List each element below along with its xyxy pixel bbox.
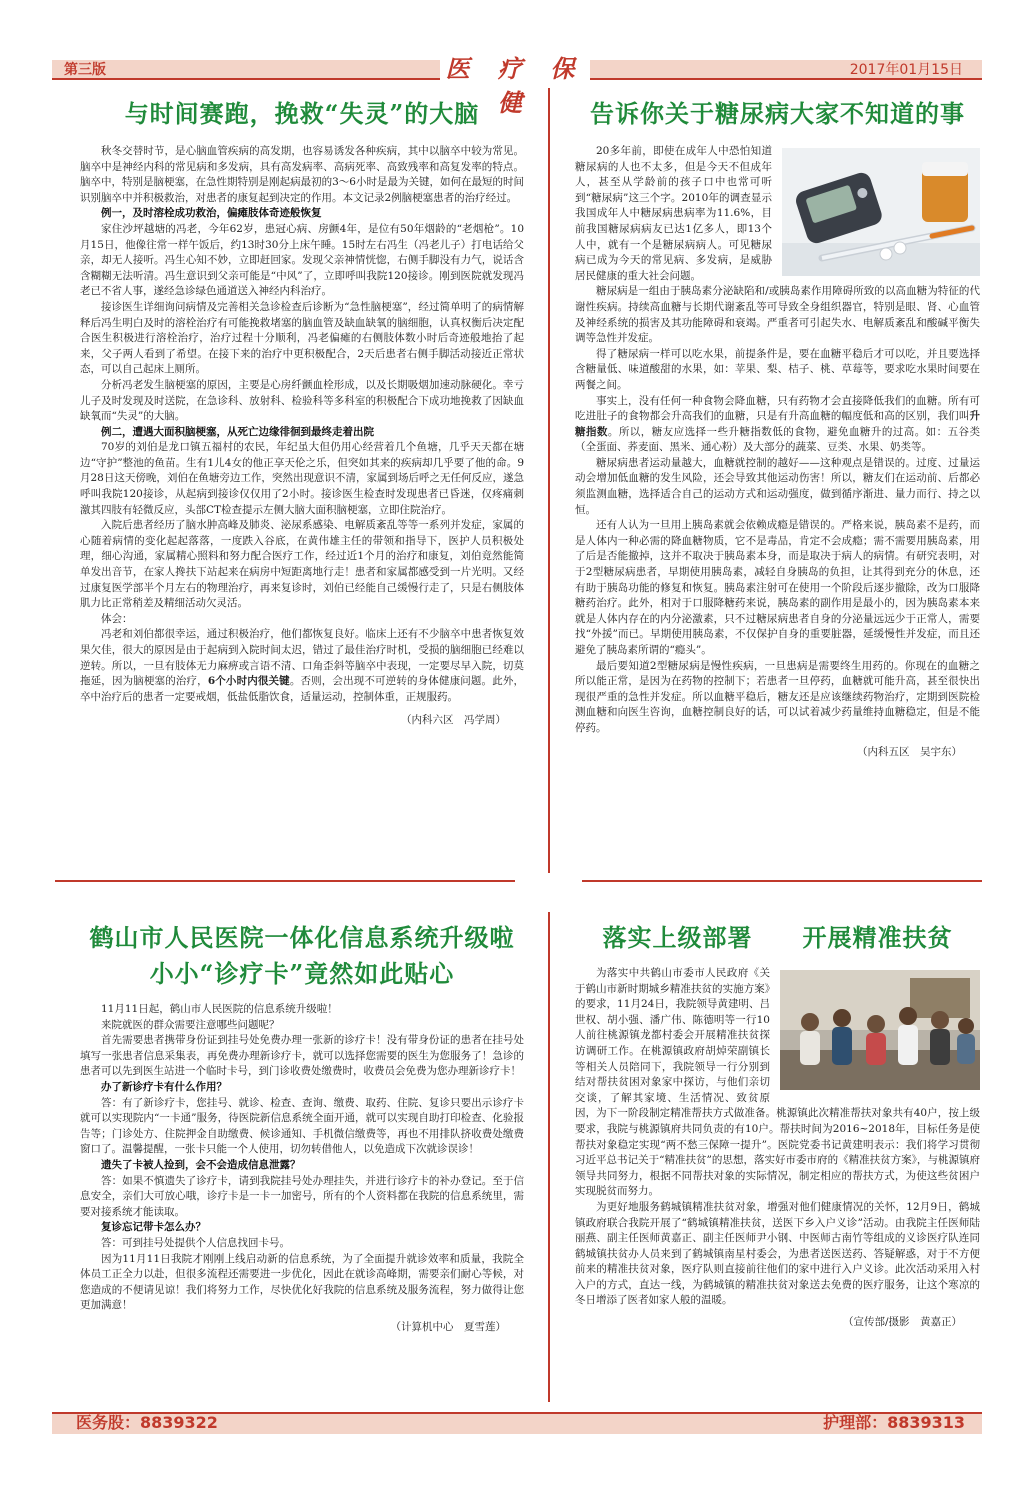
paragraph: 因为11月11日我院才刚刚上线启动新的信息系统，为了全面提升就诊效率和质量，我院全体员工正全力以赴，但很多流程还需要进一步优化，因此在就诊高峰期，需要亲们耐心等候，对您造成的不便请见谅！我们将努力工作，尽快优化好我院的信息系统及服务流程，努力做得让您更加满意！: [80, 1252, 524, 1312]
paragraph: 首先需要患者携带身份证到挂号处免费办理一张新的诊疗卡！没有带身份证的患者在挂号处填写一张患者信息采集表，再免费办理新诊疗卡，就可以选择您需要的医生为您服务了！急诊的患者可以先到医生站进一个临时卡号，到门诊收费处缴费时，收费员会免费为您办理新诊疗卡！: [80, 1034, 524, 1078]
emphasis-text: 升糖指数: [575, 410, 980, 438]
column-divider-bottom: [548, 912, 550, 1402]
paragraph: 70岁的刘伯是龙口镇五福村的农民，年纪虽大但仍用心经营着几个鱼塘，几乎天天都在塘边“守护”整池的鱼苗。生有1儿4女的他正享天伦之乐，但突如其来的疾病却几乎要了他的命。9月28日这天傍晚，刘伯在鱼塘旁边工作，突然出现意识不清，家属到场后呼之无任何反应，遂急呼叫我院120接诊，从起病到接诊仅仅用了2小时。接诊医生检查时发现患者已昏迷，仅疼痛刺激其四肢有轻微反应，头部CT检查提示左侧大脑大面积脑梗塞，立即住院治疗。: [80, 441, 524, 516]
paragraph: 糖尿病是一组由于胰岛素分泌缺陷和/或胰岛素作用障碍所致的以高血糖为特征的代谢性疾病。持续高血糖与长期代谢紊乱等可导致全身组织器官，特别是眼、肾、心血管及神经系统的损害及其功能障碍和衰竭。严重者可引起失水、电解质紊乱和酸碱平衡失调等急性并发症。: [575, 285, 980, 345]
text-run: 。所以，糖友应选择一些升糖指数低的食物，避免血糖升的过高。如：五谷类（全蛋面、荞麦面、黑米、通心粉）及大部分的蔬菜、豆类、水果、奶类等。: [575, 425, 980, 454]
article-title-line2: 小小“诊疗卡”竟然如此贴心: [149, 959, 455, 988]
paragraph: 答：有了新诊疗卡，您挂号、就诊、检查、查询、缴费、取药、住院、复诊只要出示诊疗卡就可以实现院内“一卡通”服务，待医院新信息系统全面开通，就可以实现自助打印检查、化验报告等；门诊处方、住院押金自助缴费、候诊通知、手机微信缴费等，再也不用排队挤收费处缴费窗口了。温馨提醒，一张卡只能一个人使用，切勿转借他人，以免造成下次就诊误诊！: [80, 1096, 524, 1156]
text-run: 。否则，会出现不可逆转的身体健康问题。此外，卒中治疗后的患者一定要戒烟，低盐低脂饮食，适量运动，控制体重，正规服药。: [80, 675, 524, 703]
article-title: 落实上级部署 开展精准扶贫: [602, 923, 953, 952]
poverty-visit-photo: [780, 970, 980, 1090]
question-heading: 复诊忘记带卡怎么办？: [101, 1221, 206, 1234]
row-divider-right: [582, 880, 982, 882]
paragraph: 为更好地服务鹤城镇精准扶贫对象，增强对他们健康情况的关怀，12月9日，鹤城镇政府联合我院开展了“鹤城镇精准扶贫，送医下乡入户义诊”活动。由我院主任医师陆丽燕、副主任医师黄嘉正、副主任医师尹小钢、中医师古南竹等组成的义诊医疗队连同鹤城镇扶贫办人员来到了鹤城镇南星村委会，为患者送医送药、答疑解惑，对于不方便前来的精准扶贫对象，医疗队则直接前往他们的家中进行入户义诊。此次活动采用入村入户的方式，直达一线，为鹤城镇的精准扶贫对象送去免费的医疗服务，让这个寒凉的冬日增添了医者如家人般的温暖。: [575, 1200, 980, 1307]
article-diabetes: [575, 96, 980, 866]
article-title-line1: 鹤山市人民医院一体化信息系统升级啦: [89, 923, 515, 952]
paragraph: 还有人认为一旦用上胰岛素就会依赖成瘾是错误的。严格来说，胰岛素不是药，而是人体内一种必需的降血糖物质，它不是毒品，肯定不会成瘾；需不需要用胰岛素，用了后是否能撤掉，这并不取决于胰岛素本身，而是取决于病人的病情。有研究表明，对于2型糖尿病患者，早期使用胰岛素，减轻自身胰岛的负担，让其得到充分的休息，还有助于胰岛功能的修复和恢复。胰岛素注射可在使用一个阶段后逐步撤除，改为口服降糖药治疗。此外，相对于口服降糖药来说，胰岛素的副作用是最小的，因为胰岛素本来就是人体内存在的内分泌激素，只不过糖尿病患者自身的分泌量远远少于正常人，需要找“外援”而已。早期使用胰岛素，不仅保护自身的重要脏器，延缓慢性并发症，而且还避免了胰岛素所谓的“瘾头”。: [575, 519, 980, 656]
glucose-meter-photo: [782, 148, 980, 276]
column-divider-top: [548, 88, 550, 873]
masthead-title: 医 疗 保 健: [440, 52, 590, 86]
nursing-dept-phone: 护理部：8839313: [823, 1413, 965, 1432]
article-body: [80, 144, 524, 705]
question-heading: 遗失了卡被人捡到，会不会造成信息泄露？: [101, 1158, 301, 1171]
row-divider-left: [55, 880, 515, 882]
paragraph: 为落实中共鹤山市委市人民政府《关于鹤山市新时期城乡精准扶贫的实施方案》的要求，11月24日，我院领导黄建明、吕世权、胡小强、潘广伟、陈德明等一行10人前往桃源镇龙都村委会开展精准扶贫探访调研工作。在桃源镇政府胡焯荣副镇长等相关人员陪同下，我院领导一行分别到结对帮扶贫困对象家中探访，与他们亲切交谈，了解其家境、生活情况、致贫原因，为下一阶段制定精准帮扶方式做准备。桃源镇此次精准帮扶对象共有40户，按上级要求，我院与桃源镇府共同负责的有10户。帮扶时间为2016~2018年，目标任务是使帮扶对象稳定实现“两不愁三保障一提升”。医院党委书记黄建明表示：我们将学习贯彻习近平总书记关于“精准扶贫”的思想，落实好市委市府的《精准扶贫方案》，与桃源镇府领导共同努力，根据不同帮扶对象的实际情况，制定相应的帮扶方式，为使这些贫困户实现脱贫而努力。: [575, 967, 980, 1198]
issue-date: 2017年01月15日: [849, 62, 963, 78]
paragraph: 来院就医的群众需要注意哪些问题呢？: [101, 1018, 280, 1031]
paragraph: 糖尿病患者运动量越大，血糖就控制的越好——这种观点是错误的。过度、过量运动会增加低血糖的发生风险，还会导致其他运动伤害！所以，糖友们在运动前、后都必须监测血糖，选择适合自己的运动方式和运动强度，做到循序渐进、量力而行、持之以恒。: [575, 456, 980, 516]
subheading: 例一，及时溶栓成功救治，偏瘫肢体奇迹般恢复: [101, 207, 322, 220]
article-body: [575, 966, 980, 1309]
paragraph: 最后要知道2型糖尿病是慢性疾病，一旦患病是需要终生用药的。你现在的血糖之所以能正常，是因为在药物的控制下；若患者一旦停药，血糖就可能升高，甚至很快出现很严重的急性并发症。所以血糖平稳后，糖友还是应该继续药物治疗，定期到医院检测血糖和向医生咨询，血糖控制良好的话，可以试着减少药量维持血糖稳定，但是不能停药。: [575, 659, 980, 734]
paragraph: 20多年前，即使在成年人中恐怕知道糖尿病的人也不太多，但是今天不但成年人，甚至从学龄前的孩子口中也常可听到“糖尿病”这三个字。2010年的调查显示我国成年人中糖尿病患病率为11.6%，目前我国糖尿病病友已达1亿多人，即13个人中，就有一个是糖尿病病人。可见糖尿病已成为今天的常见病、多发病，是威胁居民健康的重大社会问题。: [575, 145, 772, 282]
article-body: [80, 1002, 524, 1314]
subheading: 例二，遭遇大面积脑梗塞，从死亡边缘徘徊到最终走着出院: [101, 425, 374, 438]
paragraph: 体会：: [101, 612, 133, 625]
byline: （宣传部/摄影 黄嘉正）: [842, 1316, 962, 1329]
paragraph: 接诊医生详细询问病情及完善相关急诊检查后诊断为“急性脑梗塞”，经过简单明了的病情解释后冯生明白及时的溶栓治疗有可能挽救堵塞的脑血管及缺血缺氧的脑细胞，认真权衡后决定配合医生积极进行溶栓治疗，治疗过程十分顺利，冯老偏瘫的右侧肢体数小时后奇迹般地抬了起来，父子两人看到了希望。在接下来的治疗中更积极配合，2天后患者右侧手脚活动接近正常状态，可以自己起床上厕所。: [80, 300, 524, 376]
byline: （计算机中心 夏雪莲）: [390, 1320, 506, 1333]
paragraph: [575, 394, 980, 456]
article-stroke: [80, 96, 524, 866]
paragraph: [80, 627, 524, 705]
article-title: 与时间赛跑，挽救“失灵”的大脑: [124, 99, 480, 128]
emphasis-text: 6个小时内很关键: [207, 675, 290, 688]
paragraph: 答：可到挂号处提供个人信息找回卡号。: [101, 1236, 290, 1249]
article-info-system: [80, 920, 524, 1405]
paragraph: 分析冯老发生脑梗塞的原因，主要是心房纤颤血栓形成，以及长期吸烟加速动脉硬化。幸亏儿子及时发现及时送院，在急诊科、放射科、检验科等多科室的积极配合下成功地挽救了因缺血缺氧而“失灵”的大脑。: [80, 378, 524, 423]
question-heading: 办了新诊疗卡有什么作用？: [101, 1080, 227, 1093]
paragraph: 入院后患者经历了脑水肿高峰及肺炎、泌尿系感染、电解质紊乱等等一系列并发症，家属的心随着病情的变化起起落落，一度跌入谷底，在黄伟雄主任的带领和指导下，医护人员积极处理，细心沟通，家属精心照料和努力配合医疗工作，经过近1个月的治疗和康复，刘伯竟然能简单发出音节，在家人搀扶下站起来在病房中短距离地行走！患者和家属都感受到一片光明。又经过康复医学部半个月左右的物理治疗，再来复诊时，刘伯已经能自己缓慢行走了，只是右侧肢体肌力比正常稍差及精细活动欠灵活。: [80, 519, 524, 610]
text-run: 冯老和刘伯都很幸运，通过积极治疗，他们都恢复良好。临床上还有不少脑卒中患者恢复效果欠佳，很大的原因是由于起病到入院时间太迟，错过了最佳治疗时机，受损的脑细胞已经难以逆转。所以，一旦有肢体无力麻痹或言语不清、口角歪斜等脑卒中表现，一定要尽早入院，切莫拖延，因为脑梗塞的治疗，: [80, 628, 524, 688]
paragraph: 家住沙坪越塘的冯老，今年62岁，患冠心病、房颤4年，是位有50年烟龄的“老烟枪”。10月15日，他像往常一样午饭后，约13时30分上床午睡。15时左右冯生（冯老儿子）打电话给父亲，却无人接听。冯生心知不妙，立即赶回家。发现父亲神情恍惚，右侧手脚没有力气，说话含含糊糊无法听清。冯生意识到父亲可能是“中风”了，立即呼叫我院120接诊。刚到医院就发现冯老已不省人事，遂经急诊绿色通道送入神经内科治疗。: [80, 222, 524, 298]
byline: （内科六区 冯学周）: [401, 714, 506, 727]
byline: （内科五区 吴宇东）: [857, 745, 962, 758]
article-poverty-relief: [575, 920, 980, 1405]
edition-label: 第三版: [64, 62, 106, 78]
article-body: [575, 144, 980, 737]
paragraph: 秋冬交替时节，是心脑血管疾病的高发期，也容易诱发各种疾病，其中以脑卒中较为常见。脑卒中是神经内科的常见病和多发病，具有高发病率、高病死率、高致残率和高复发率的特点。脑卒中，特别是脑梗塞，在急性期特别是刚起病最初的3～6小时是最为关键，如何在最短的时间识别脑卒中并积极救治，对患者的康复起到决定的作用。本文记录2例脑梗塞患者的治疗经过。: [80, 145, 524, 204]
paragraph: 得了糖尿病一样可以吃水果，前提条件是，要在血糖平稳后才可以吃，并且要选择含糖量低、味道酸甜的水果，如：苹果、梨、桔子、桃、草莓等，要求吃水果时间要在两餐之间。: [575, 347, 980, 391]
paragraph: 11月11日起，鹤山市人民医院的信息系统升级啦！: [101, 1003, 338, 1015]
paragraph: 答：如果不慎遗失了诊疗卡，请到我院挂号处办理挂失，并进行诊疗卡的补办登记。至于信息安全，亲们大可放心哦，诊疗卡是一卡一加密号，所有的个人资料都在我院的信息系统里，需要对接系统才能读取。: [80, 1174, 524, 1218]
medical-affairs-phone: 医务股：8839322: [76, 1413, 218, 1432]
text-run: 事实上，没有任何一种食物会降血糖，只有药物才会直接降低我们的血糖。所有可吃进肚子的食物都会升高我们的血糖，只是有升高血糖的幅度低和高的区别，我们叫: [575, 394, 980, 423]
article-title: 告诉你关于糖尿病大家不知道的事: [590, 99, 965, 128]
